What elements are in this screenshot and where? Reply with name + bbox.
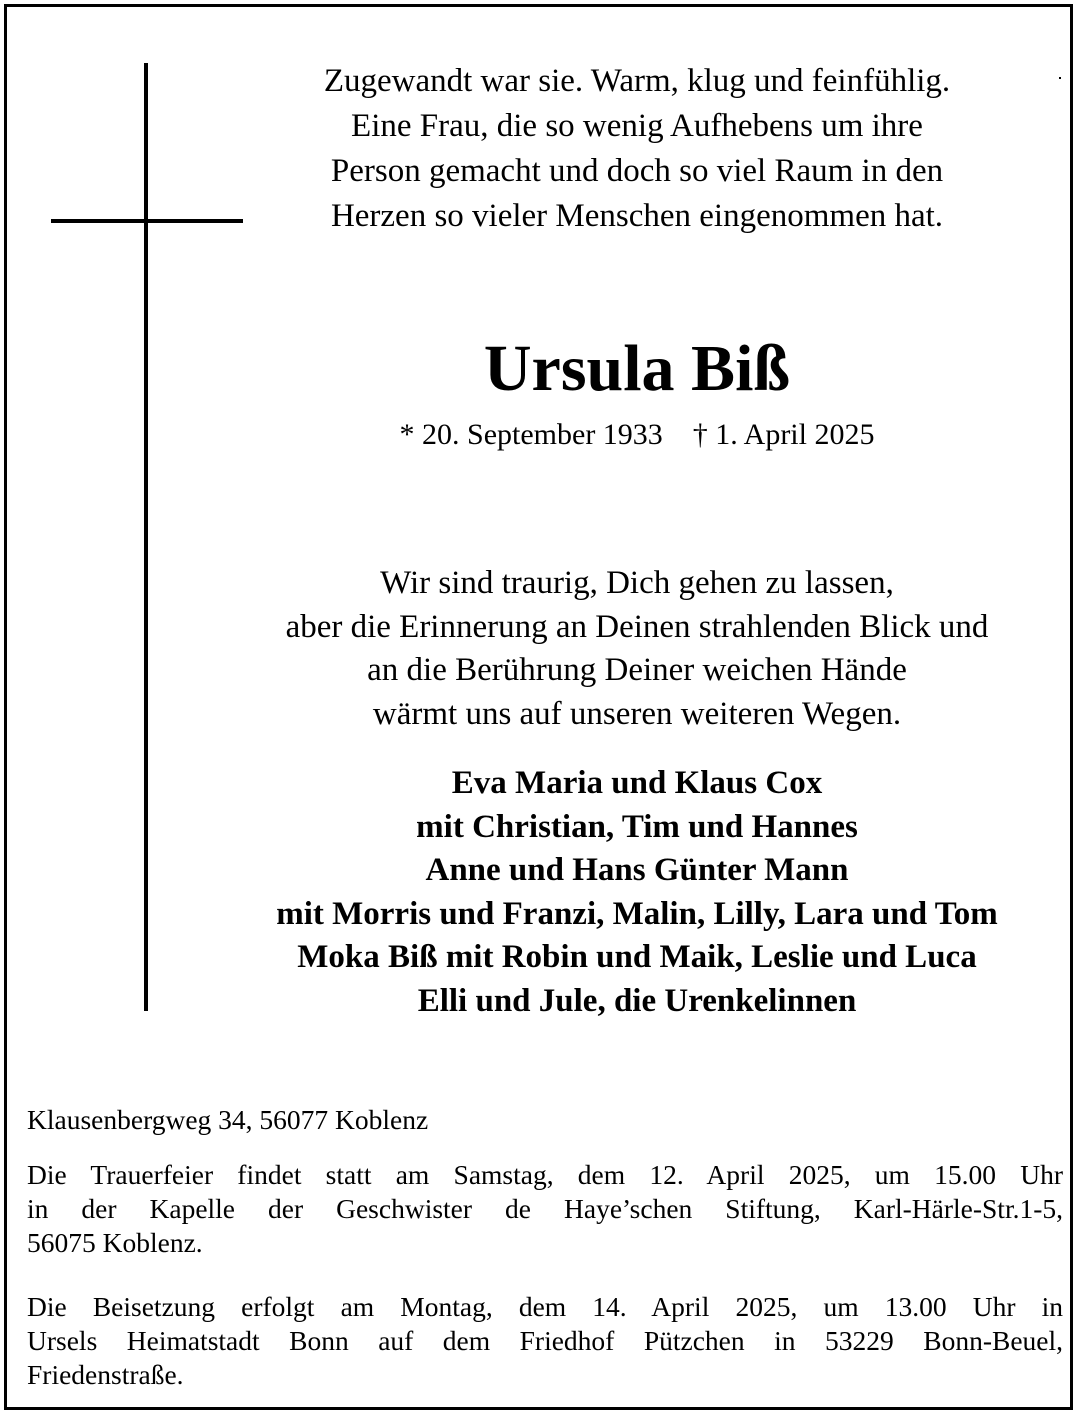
obituary-frame	[4, 4, 1073, 1410]
poem-line: wärmt uns auf unseren weiteren Wegen.	[372, 695, 902, 732]
service-line: Die Trauerfeier findet statt am Samstag, dem 12. April 2025, um 15.00 Uhr	[27, 1159, 1063, 1190]
quote-line: Eine Frau, die so wenig Aufhebens um ihre	[351, 108, 923, 144]
farewell-text	[187, 562, 1081, 736]
burial-line: Ursels Heimatstadt Bonn auf dem Friedhof Pützchen in 53229 Bonn-Beuel,	[27, 1325, 1063, 1356]
mourner-line: Anne und Hans Günter Mann	[425, 852, 849, 888]
service-line: in der Kapelle der Geschwister de Haye’schen Stiftung, Karl-Härle-Str.1-5,	[27, 1193, 1063, 1224]
quote-line: Herzen so vieler Menschen eingenommen hat.	[330, 198, 944, 234]
poem-line: aber die Erinnerung an Deinen strahlenden Blick und	[285, 608, 989, 645]
mourner-line: Moka Biß mit Robin und Maik, Leslie und Luca	[297, 939, 977, 975]
quote-line: Person gemacht und doch so viel Raum in den	[330, 153, 944, 189]
poem-line: an die Berührung Deiner weichen Hände	[367, 652, 907, 688]
mourner-line: Elli und Jule, die Urenkelinnen	[417, 982, 857, 1019]
cross-vertical-bar	[144, 63, 148, 1011]
mourner-line: Eva Maria und Klaus Cox	[451, 765, 823, 801]
burial-info	[27, 1290, 1063, 1392]
deceased-name: Ursula Biß	[483, 332, 791, 405]
life-dates: * 20. September 1933 † 1. April 2025	[399, 418, 875, 451]
mourner-line: mit Christian, Tim und Hannes	[416, 808, 858, 845]
burial-line: Friedenstraße.	[27, 1359, 184, 1390]
burial-line: Die Beisetzung erfolgt am Montag, dem 14. April 2025, um 13.00 Uhr in	[27, 1291, 1063, 1322]
mourners-list	[187, 762, 1081, 1023]
mourner-line: mit Morris und Franzi, Malin, Lilly, Lara und Tom	[276, 895, 998, 932]
quote-line: Zugewandt war sie. Warm, klug und feinfühlig.	[323, 63, 951, 99]
opening-quote	[187, 59, 1081, 239]
poem-line: Wir sind traurig, Dich gehen zu lassen,	[380, 565, 894, 601]
funeral-service-info	[27, 1158, 1063, 1260]
mourning-address: Klausenbergweg 34, 56077 Koblenz	[27, 1104, 429, 1135]
service-line: 56075 Koblenz.	[27, 1227, 203, 1258]
